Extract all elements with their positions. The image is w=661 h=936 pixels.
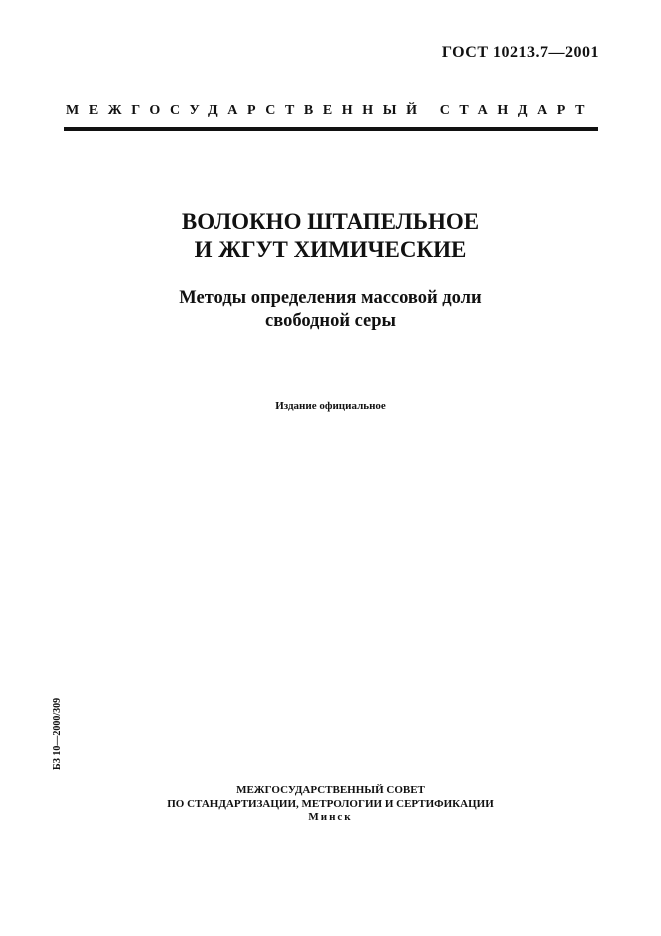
document-title — [0, 208, 661, 264]
publisher-block — [0, 784, 661, 825]
publisher-line-1: МЕЖГОСУДАРСТВЕННЫЙ СОВЕТ — [236, 784, 425, 796]
standard-type: МЕЖГОСУДАРСТВЕННЫЙ СТАНДАРТ — [66, 103, 595, 118]
side-code: БЗ 10—2000/309 — [52, 697, 63, 770]
edition-label: Издание официальное — [275, 400, 386, 412]
title-line-1: ВОЛОКНО ШТАПЕЛЬНОЕ — [181, 209, 480, 234]
title-line-2: И ЖГУТ ХИМИЧЕСКИЕ — [194, 237, 467, 262]
header-rule — [64, 127, 598, 131]
document-subtitle — [0, 287, 661, 333]
standard-number: ГОСТ 10213.7—2001 — [441, 44, 599, 61]
publisher-city: Минск — [308, 811, 353, 823]
subtitle-line-2: свободной серы — [265, 311, 396, 331]
subtitle-line-1: Методы определения массовой доли — [179, 288, 482, 308]
publisher-line-2: ПО СТАНДАРТИЗАЦИИ, МЕТРОЛОГИИ И СЕРТИФИКАЦИИ — [167, 797, 494, 810]
